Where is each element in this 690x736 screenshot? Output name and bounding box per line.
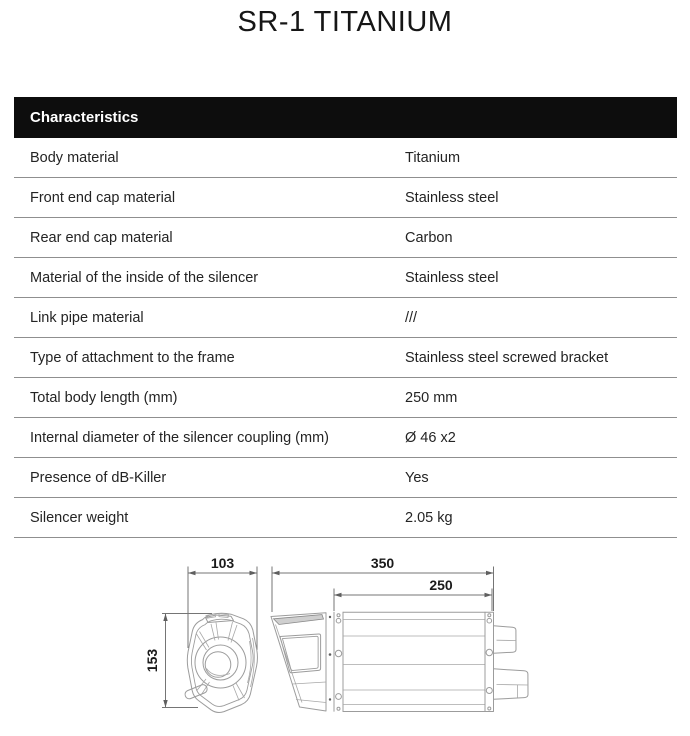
row-label: Rear end cap material [30,229,173,246]
table-body [14,138,677,538]
row-label: Body material [30,149,119,166]
dim-label-total-length: 350 [370,555,395,571]
row-value: Yes [405,469,429,486]
dim-label-body-length: 250 [429,577,453,593]
row-value: Stainless steel [405,189,499,206]
table-row [14,378,677,418]
silencer-front-view [184,613,258,712]
table-row [14,418,677,458]
silencer-side-view [271,612,528,711]
row-value: 2.05 kg [405,509,453,526]
table-header [14,97,677,138]
table-row [14,458,677,498]
row-value: Stainless steel screwed bracket [405,349,609,366]
row-value: 250 mm [405,389,458,406]
table-row [14,338,677,378]
table-row [14,178,677,218]
row-value: Titanium [405,149,461,166]
page-title: SR-1 TITANIUM [237,6,453,38]
row-label: Silencer weight [30,509,129,526]
row-value: Carbon [405,229,453,246]
row-label: Total body length (mm) [30,389,178,406]
table-row [14,218,677,258]
table-row [14,258,677,298]
table-row [14,298,677,338]
row-value: /// [405,309,418,326]
row-label: Link pipe material [30,309,144,326]
row-label: Front end cap material [30,189,176,206]
table-header-label: Characteristics [30,109,139,126]
row-label: Presence of dB-Killer [30,469,167,486]
dim-label-front-width: 103 [210,555,235,571]
row-value: Ø 46 x2 [405,429,456,446]
silencer-technical-drawing [0,540,690,736]
row-label: Internal diameter of the silencer coupling (mm) [30,429,329,446]
table-row [14,138,677,178]
dim-label-front-height: 153 [144,648,160,673]
row-label: Material of the inside of the silencer [30,269,259,286]
row-label: Type of attachment to the frame [30,349,235,366]
row-value: Stainless steel [405,269,499,286]
characteristics-table [14,97,677,538]
table-row [14,498,677,538]
